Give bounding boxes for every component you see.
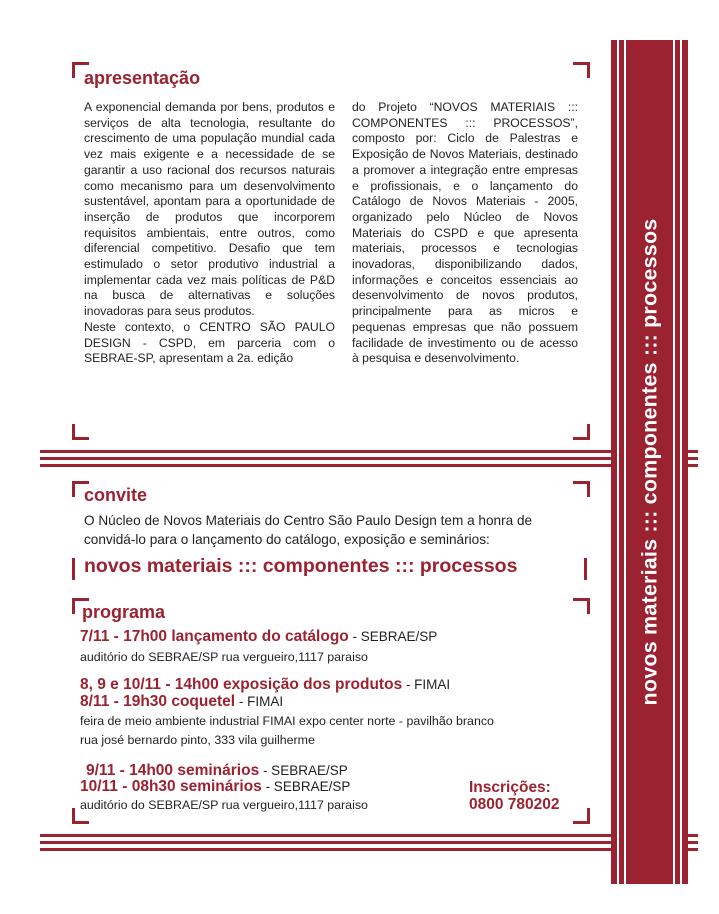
convite-tagline: novos materiais ::: componentes ::: processos [84,555,518,577]
apresentacao-col2-text: do Projeto “NOVOS MATERIAIS ::: COMPONENTES ::: PROCESSOS”, composto por: Ciclo de Palestras e Exposição de Novos Materiais, destinado a promover a integração entre empresas e profissionais, e o lançamento do Catálogo de Novos Materiais - 2005, organizado pelo Núcleo de Novos Materiais do CSPD e que apresenta materiais, processos e tecnologias inovadoras, disponibilizando dados, informações e conceitos essenciais ao desenvolvimento de novos produtos, principalmente para as micros e pequenas empresas que não possuem facilidade de investimento ou de acesso à pesquisa e desenvolvimento. [352,100,578,366]
apresentacao-col2 [352,100,578,367]
event3b-title-text: 10/11 - 08h30 seminários [80,778,262,795]
sidebar-vertical-title [611,40,688,884]
sidebar-text: novos materiais ::: componentes ::: processos [637,218,661,706]
event3-address: auditório do SEBRAE/SP rua vergueiro,1117 paraiso [80,798,368,812]
event1-address: auditório do SEBRAE/SP rua vergueiro,1117 paraiso [80,650,368,664]
divider-line [688,450,698,453]
inscricoes-block [469,779,560,813]
inscricoes-label: Inscrições: [469,779,551,796]
event1-location: - SEBRAE/SP [348,629,438,644]
apresentacao-para2: Neste contexto, o CENTRO SÃO PAULO DESIGN - CSPD, em parceria com o SEBRAE-SP, apresentam a 2a. edição [84,319,335,366]
event3b-location: - SEBRAE/SP [261,779,351,794]
divider-line [688,834,698,837]
divider-line [40,457,611,460]
tagline-bar-right [584,558,587,580]
bracket-bottom-right [573,424,590,440]
divider-line [40,841,611,844]
event2b-location: - FIMAI [235,694,284,709]
divider-line [688,464,698,467]
bracket-bottom-left [72,808,89,824]
bracket-bottom-right [573,808,590,824]
convite-text-line2: convidá-lo para o lançamento do catálogo, exposição e seminários: [84,532,490,547]
event1-title [80,628,437,646]
programa-heading: programa [82,602,166,622]
divider-line [688,848,698,851]
apresentacao-para1: A exponencial demanda por bens, produtos e serviços de alta tecnologia, resultante do crescimento de uma população mundial cada vez mais exigente e a necessidade de se garantir a uso racional dos recursos naturais como mecanismo para um desenvolvimento sustentável, apontam para a oportunidade de inserção de produtos que incorporem requisitos ambientais, entre outros, como diferencial competitivo. Desafio que tem estimulado o setor produtivo industrial a implementar cada vez mais políticas de P&D na busca de alternativas e soluções inovadoras para seus produtos. [84,100,335,319]
convite-text-line1: O Núcleo de Novos Materiais do Centro São Paulo Design tem a honra de [84,513,533,528]
divider-line [40,834,611,837]
divider-line [40,450,611,453]
event2-title-text: 8, 9 e 10/11 - 14h00 exposição dos produtos [80,676,403,693]
event2b-title-text: 8/11 - 19h30 coquetel [80,693,236,710]
apresentacao-col1 [84,100,335,367]
event2b-title [80,693,283,711]
event2-location: - FIMAI [402,677,451,692]
inscricoes-phone[interactable]: 0800 780202 [469,796,560,813]
bracket-bottom-left [72,424,89,440]
event2-address-line2: rua josé bernardo pinto, 333 vila guilherme [80,733,315,747]
divider-line [40,464,611,467]
bracket-top-right [573,62,590,78]
event3b-title [80,778,350,796]
bracket-top-right [573,481,590,497]
event1-title-text: 7/11 - 17h00 lançamento do catálogo [80,628,349,645]
event2-title [80,676,450,694]
tagline-bar-left [72,558,75,580]
convite-text [84,511,532,549]
apresentacao-heading: apresentação [84,68,201,88]
convite-heading: convite [84,485,148,505]
bracket-top-right [573,598,590,614]
divider-line [40,848,611,851]
divider-line [688,457,698,460]
divider-line [688,841,698,844]
event3-title-text: 9/11 - 14h00 seminários [86,762,260,779]
event2-address-line1: feira de meio ambiente industrial FIMAI expo center norte - pavilhão branco [80,714,494,728]
event3-location: - SEBRAE/SP [259,763,348,778]
